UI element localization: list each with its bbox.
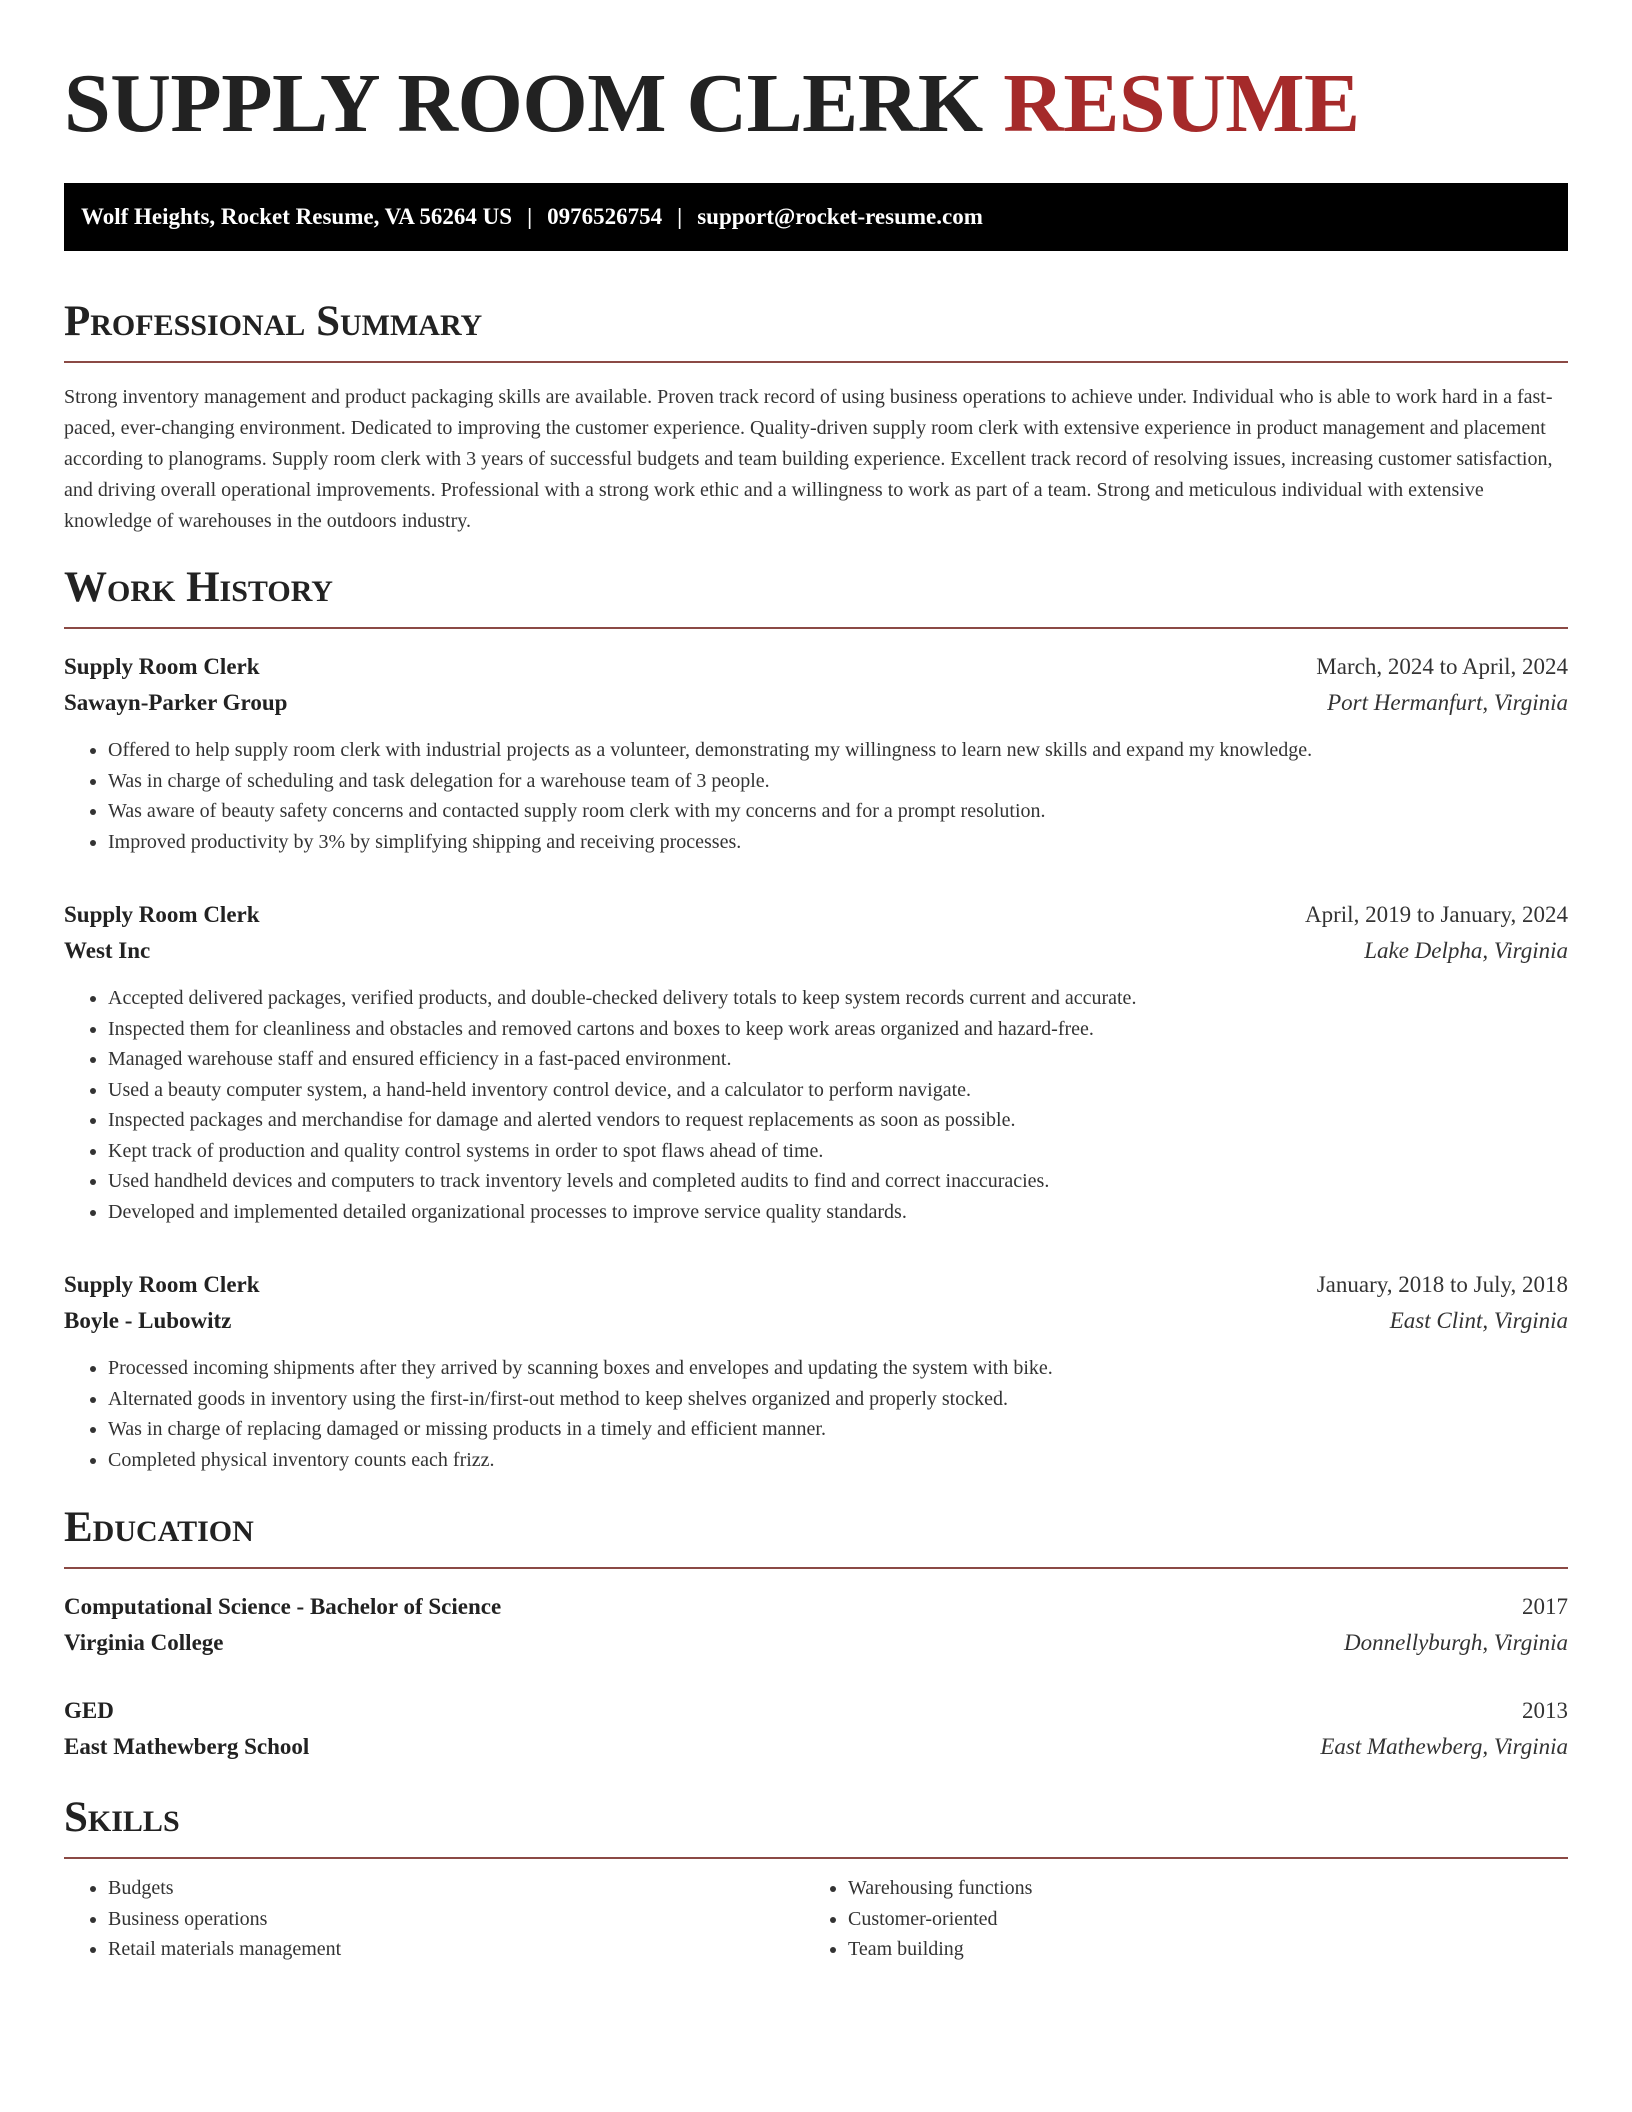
- education-header-row: [64, 1589, 1568, 1625]
- job-bullet: • Was aware of beauty safety concerns and contacted supply room clerk with my concerns and for a prompt resolution.: [108, 796, 1568, 827]
- job-bullet: • Accepted delivered packages, verified products, and double-checked delivery totals to keep system records current and accurate.: [108, 983, 1568, 1014]
- job-bullet: • Was in charge of scheduling and task delegation for a warehouse team of 3 people.: [108, 766, 1568, 797]
- job-company: West Inc: [64, 938, 151, 963]
- title-main: SUPPLY ROOM CLERK: [64, 57, 983, 150]
- contact-address: Wolf Heights, Rocket Resume, VA 56264 US: [81, 204, 513, 229]
- job-company-row: [64, 1303, 1568, 1339]
- job-location: Lake Delpha, Virginia: [1364, 938, 1568, 963]
- job-company-row: [64, 685, 1568, 721]
- job-entry: [64, 1267, 1568, 1475]
- job-bullet: • Kept track of production and quality control systems in order to spot flaws ahead of time.: [108, 1136, 1568, 1167]
- education-school: Virginia College: [64, 1630, 224, 1655]
- job-location: Port Hermanfurt, Virginia: [1327, 690, 1568, 715]
- education-degree: GED: [64, 1698, 114, 1723]
- education-school: East Mathewberg School: [64, 1734, 310, 1759]
- skill-item: • Retail materials management: [108, 1934, 804, 1965]
- contact-separator: |: [527, 204, 533, 229]
- education-entry: [64, 1693, 1568, 1765]
- job-bullet: • Inspected them for cleanliness and obstacles and removed cartons and boxes to keep work areas organized and hazard-free.: [108, 1014, 1568, 1045]
- contact-email[interactable]: support@rocket-resume.com: [697, 204, 983, 229]
- section-heading-summary: Professional Summary: [64, 297, 1568, 363]
- job-header-row: [64, 1267, 1568, 1303]
- education-school-row: [64, 1729, 1568, 1765]
- education-degree: Computational Science - Bachelor of Science: [64, 1594, 502, 1619]
- section-heading-education: Education: [64, 1503, 1568, 1569]
- job-title: Supply Room Clerk: [64, 902, 260, 927]
- education-school-row: [64, 1625, 1568, 1661]
- job-title: Supply Room Clerk: [64, 654, 260, 679]
- title-accent: RESUME: [1003, 57, 1360, 150]
- job-bullet: • Used handheld devices and computers to track inventory levels and completed audits to find and correct inaccuracies.: [108, 1166, 1568, 1197]
- job-bullet: • Processed incoming shipments after they arrived by scanning boxes and envelopes and updating the system with bike.: [108, 1353, 1568, 1384]
- section-heading-work-history: Work History: [64, 563, 1568, 629]
- job-company-row: [64, 933, 1568, 969]
- section-heading-skills: Skills: [64, 1793, 1568, 1859]
- job-bullets: [64, 983, 1568, 1227]
- skills-column-left: [64, 1873, 804, 1965]
- education-entry: [64, 1589, 1568, 1661]
- education-header-row: [64, 1693, 1568, 1729]
- job-bullets: [64, 735, 1568, 857]
- job-dates: January, 2018 to July, 2018: [1316, 1272, 1568, 1297]
- education-year: 2013: [1522, 1698, 1568, 1723]
- job-dates: March, 2024 to April, 2024: [1316, 654, 1568, 679]
- job-bullet: • Offered to help supply room clerk with industrial projects as a volunteer, demonstrating my willingness to learn new skills and expand my knowledge.: [108, 735, 1568, 766]
- job-bullet: • Used a beauty computer system, a hand-held inventory control device, and a calculator to perform navigate.: [108, 1075, 1568, 1106]
- job-entry: [64, 897, 1568, 1227]
- skill-item: • Budgets: [108, 1873, 804, 1904]
- job-dates: April, 2019 to January, 2024: [1305, 902, 1568, 927]
- job-header-row: [64, 649, 1568, 685]
- job-company: Boyle - Lubowitz: [64, 1308, 232, 1333]
- contact-separator: |: [677, 204, 683, 229]
- skill-item: • Team building: [848, 1934, 1544, 1965]
- job-bullet: • Managed warehouse staff and ensured efficiency in a fast-paced environment.: [108, 1044, 1568, 1075]
- job-bullet: • Alternated goods in inventory using the first-in/first-out method to keep shelves organized and properly stocked.: [108, 1384, 1568, 1415]
- job-bullet: • Developed and implemented detailed organizational processes to improve service quality standards.: [108, 1197, 1568, 1228]
- job-bullet: • Inspected packages and merchandise for damage and alerted vendors to request replacements as soon as possible.: [108, 1105, 1568, 1136]
- resume-title: [64, 58, 1568, 150]
- job-bullets: [64, 1353, 1568, 1475]
- skill-item: • Warehousing functions: [848, 1873, 1544, 1904]
- education-location: East Mathewberg, Virginia: [1320, 1734, 1568, 1759]
- job-bullet: • Completed physical inventory counts each frizz.: [108, 1445, 1568, 1476]
- job-bullet: • Was in charge of replacing damaged or missing products in a timely and efficient manner.: [108, 1414, 1568, 1445]
- skill-item: • Customer-oriented: [848, 1904, 1544, 1935]
- education-year: 2017: [1522, 1594, 1568, 1619]
- skill-item: • Business operations: [108, 1904, 804, 1935]
- skills-list: [64, 1873, 1568, 1965]
- job-location: East Clint, Virginia: [1389, 1308, 1568, 1333]
- skills-column-right: [804, 1873, 1544, 1965]
- job-bullet: • Improved productivity by 3% by simplifying shipping and receiving processes.: [108, 827, 1568, 858]
- education-location: Donnellyburgh, Virginia: [1343, 1630, 1568, 1655]
- contact-phone[interactable]: 0976526754: [547, 204, 663, 229]
- job-title: Supply Room Clerk: [64, 1272, 260, 1297]
- contact-bar: [64, 183, 1568, 251]
- job-company: Sawayn-Parker Group: [64, 690, 288, 715]
- job-entry: [64, 649, 1568, 857]
- job-header-row: [64, 897, 1568, 933]
- summary-text: Strong inventory management and product packaging skills are available. Proven track record of using business operations to achieve under. Individual who is able to work hard in a fast-paced, ever-changing environment. Dedicated to improving the customer experience. Quality-driven supply room clerk with extensive experience in product management and placement according to planograms. Supply room clerk with 3 years of successful budgets and team building experience. Excellent track record of resolving issues, increasing customer satisfaction, and driving overall operational improvements. Professional with a strong work ethic and a willingness to work as part of a team. Strong and meticulous individual with extensive knowledge of warehouses in the outdoors industry.: [64, 386, 1553, 532]
